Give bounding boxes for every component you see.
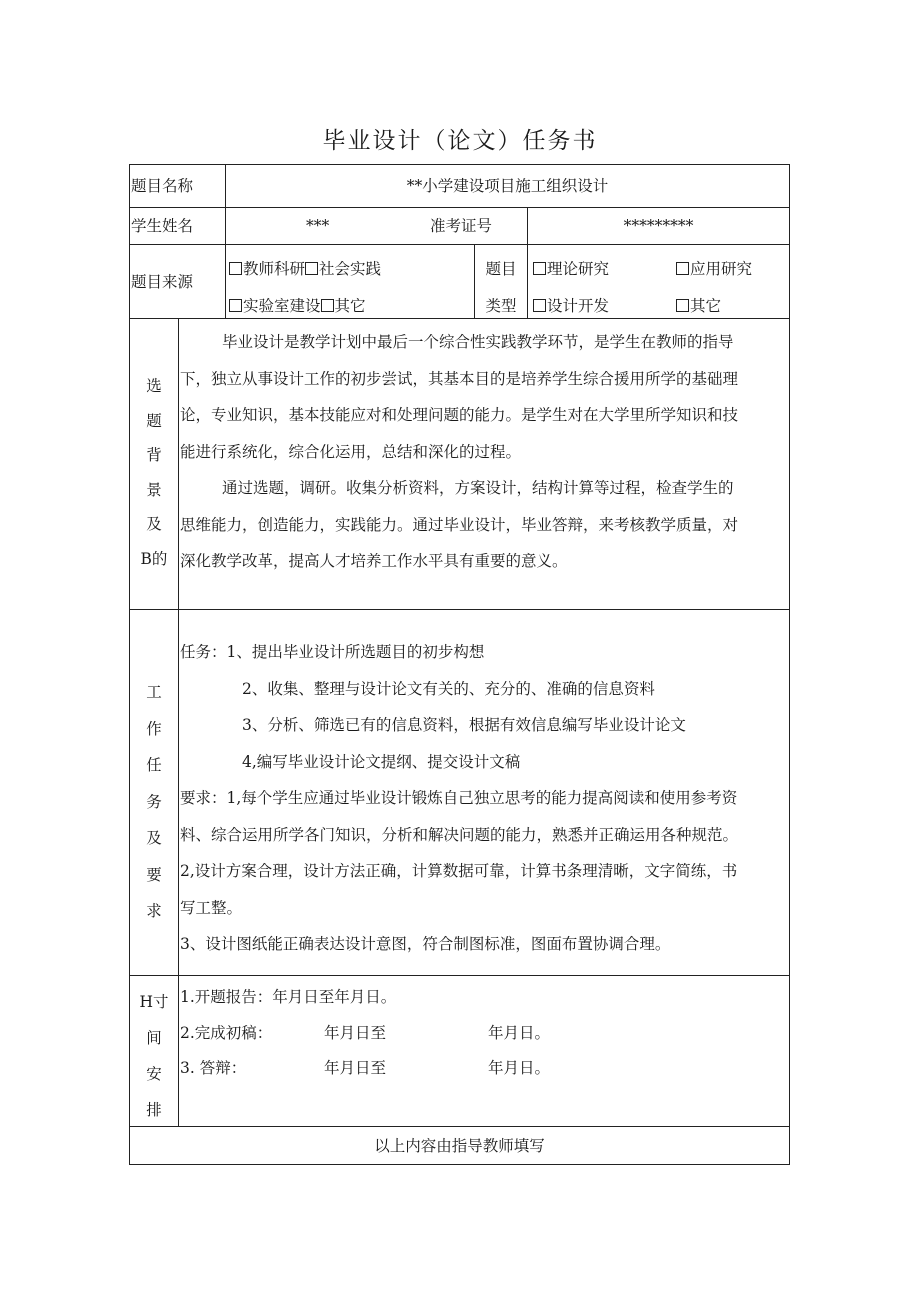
source-option-label: 实验室建设 [243,297,321,315]
label-char: 排 [146,1101,162,1119]
label-char: 景 [146,480,162,499]
document-title: 毕业设计（论文）任务书 [322,128,598,154]
table-border-right [789,164,790,1165]
label-char: 安 [146,1065,162,1083]
checkbox[interactable] [676,262,689,275]
label-char: 务 [146,792,162,811]
row-divider [129,318,790,319]
topic-name-value: **小学建设项目施工组织设计 [406,177,609,195]
label-char: 选 [146,377,162,395]
type-option-label: 应用研究 [690,260,753,278]
checkbox[interactable] [533,299,546,312]
label-char: 工 [146,683,162,701]
schedule-row-proposal: 1.开题报告：年月日至年月日。 [180,988,397,1006]
exam-id-label: 准考证号 [430,217,493,235]
topic-name-label: 题目名称 [131,177,194,195]
source-option-label: 其它 [334,297,366,315]
source-option-label: 教师科研 [243,260,306,278]
source-option-row1 [229,259,381,279]
paragraph-line: 思维能力，创造能力，实践能力。通过毕业设计，毕业答辩，来考核教学质量，对 [180,515,739,534]
label-char: 任 [146,756,162,774]
checkbox[interactable] [229,262,242,275]
col-divider [178,318,179,1127]
tasks-text [180,634,738,963]
table-border-left [129,164,130,1165]
label-char: 及 [146,515,162,533]
schedule-label [131,984,177,1128]
type-option [676,296,721,316]
type-option [676,259,752,279]
paragraph-line: 论，专业知识，基本技能应对和处理问题的能力。是学生对在大学里所学知识和技 [180,406,739,424]
checkbox[interactable] [676,299,689,312]
schedule-row-draft-label: 2.完成初稿： [180,1024,273,1042]
type-option-label: 其它 [690,297,722,315]
type-option [533,259,609,279]
paragraph-line: 3、设计图纸能正确表达设计意图，符合制图标准，图面布置协调合理。 [180,935,671,953]
label-char: H寸 [139,993,169,1011]
topic-source-label: 题目来源 [131,273,194,291]
schedule-row-defense-from: 年月日至 [324,1059,387,1077]
paragraph-line: 2、收集、整理与设计论文有关的、充分的、准确的信息资料 [242,679,655,698]
row-divider [129,207,790,208]
row-divider [129,244,790,245]
tasks-label [131,674,177,930]
schedule-row-defense-label: 3. 答辩： [180,1059,247,1077]
source-option-label: 社会实践 [319,260,382,278]
type-option [533,296,609,316]
table-footer-note: 以上内容由指导教师填写 [374,1137,545,1155]
paragraph-line: 要求：1,每个学生应通过毕业设计锻炼自己独立思考的能力提高阅读和使用参考资 [180,789,738,807]
type-option-label: 理论研究 [547,260,610,278]
topic-type-label-line2: 类型 [485,297,517,315]
paragraph-line: 4,编写毕业设计论文提纲、提交设计文稿 [242,752,521,771]
paragraph-line: 2,设计方案合理，设计方法正确，计算数据可靠，计算书条理清晰，文字简练，书 [180,862,738,880]
paragraph-line: 写工整。 [180,898,243,917]
paragraph-line: 毕业设计是教学计划中最后一个综合性实践教学环节，是学生在教师的指导 [222,333,734,351]
paragraph-line: 任务：1、提出毕业设计所选题目的初步构想 [180,643,485,661]
checkbox[interactable] [533,262,546,275]
background-label [131,369,177,576]
exam-id-value: ********* [623,217,694,235]
label-char: B的 [140,549,168,568]
table-border-bottom [129,1164,790,1165]
paragraph-line: 下，独立从事设计工作的初步尝试，其基本目的是培养学生综合援用所学的基础理 [180,369,739,388]
paragraph-line: 3、分析、筛选已有的信息资料，根据有效信息编写毕业设计论文 [242,716,686,734]
source-option-row2 [229,296,366,316]
paragraph-line: 料、综合运用所学各门知识，分析和解决问题的能力，熟悉并正确运用各种规范。 [180,825,739,844]
checkbox[interactable] [229,299,242,312]
row-divider [129,1126,790,1127]
paragraph-line: 深化教学改革，提高人才培养工作水平具有重要的意义。 [180,552,568,570]
label-char: 间 [146,1029,162,1047]
paragraph-line: 能进行系统化，综合化运用，总结和深化的过程。 [180,442,522,461]
student-name-value: *** [306,217,330,235]
row-divider [129,609,790,610]
label-char: 及 [146,829,162,847]
schedule-row-draft-to: 年月日。 [488,1024,551,1042]
label-char: 要 [146,865,162,884]
schedule-row-draft-from: 年月日至 [324,1024,387,1042]
checkbox[interactable] [321,299,334,312]
label-char: 背 [146,446,162,464]
label-char: 求 [146,902,162,920]
label-char: 题 [146,411,162,430]
schedule-row-defense-to: 年月日。 [488,1059,551,1077]
label-char: 作 [146,719,162,738]
student-name-label: 学生姓名 [131,217,194,235]
type-option-label: 设计开发 [547,297,610,315]
topic-type-label-line1: 题目 [485,260,517,278]
checkbox[interactable] [305,262,318,275]
row-divider [129,975,790,976]
background-text [180,324,738,580]
table-border-top [129,164,790,165]
paragraph-line: 通过选题，调研。收集分析资料，方案设计，结构计算等过程，检查学生的 [222,479,734,497]
